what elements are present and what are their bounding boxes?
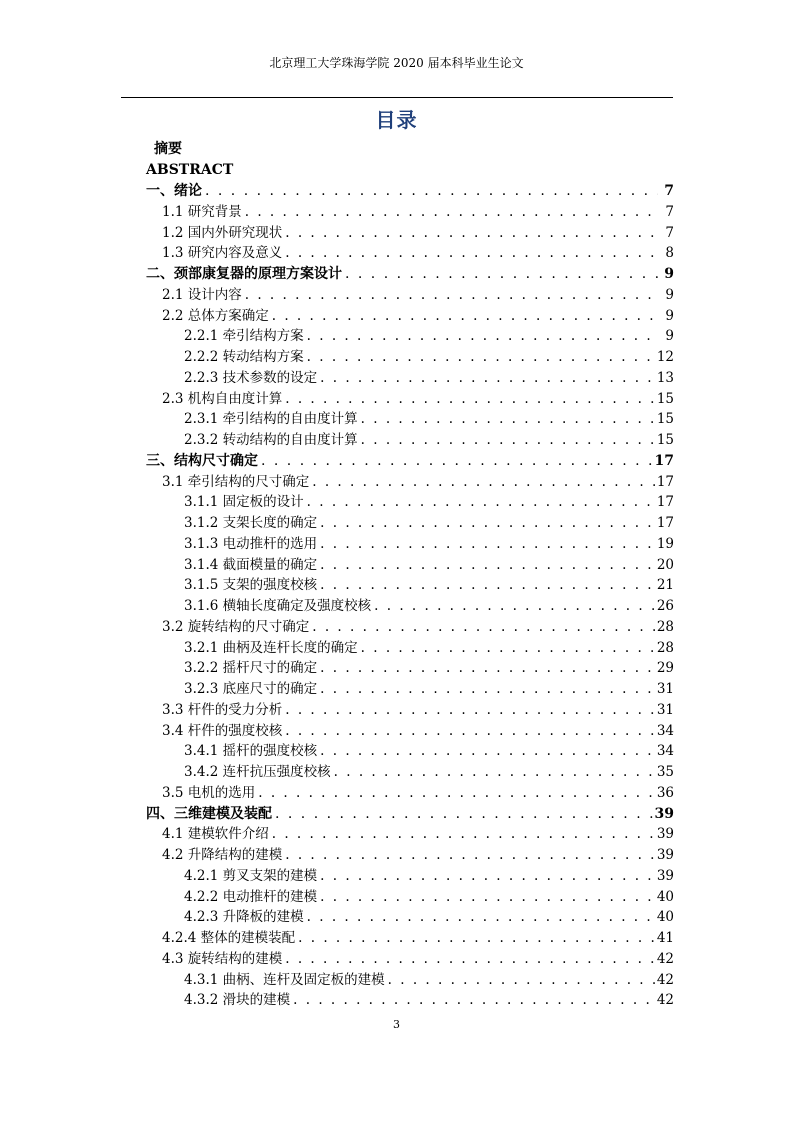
dot-leader	[242, 202, 658, 223]
toc-entry-label: 3.2.1 曲柄及连杆长度的确定	[184, 639, 358, 656]
toc-entry-label: 2.2 总体方案确定	[162, 307, 269, 324]
toc-entry-page: 42	[656, 992, 674, 1009]
toc-entry-abstract-cn[interactable]: 摘要	[154, 141, 182, 157]
dot-leader	[258, 451, 655, 472]
toc-entry-label: 2.3.1 牵引结构的自由度计算	[184, 411, 358, 428]
toc-entry-page: 15	[656, 390, 674, 407]
toc-entry[interactable]	[146, 409, 674, 430]
toc-entry-page: 34	[656, 743, 674, 760]
dot-leader	[282, 700, 657, 721]
toc-entry-page: 35	[656, 764, 674, 780]
toc-entry-label: 二、颈部康复器的原理方案设计	[146, 266, 342, 282]
toc-entry-page: 20	[656, 556, 674, 573]
toc-entry[interactable]	[146, 804, 674, 825]
dot-leader	[317, 658, 657, 679]
toc-entry-page: 40	[656, 909, 674, 926]
dot-leader	[282, 223, 658, 244]
toc-entry-label: 3.1.2 支架长度的确定	[184, 515, 318, 531]
dot-leader	[317, 534, 657, 555]
toc-entry[interactable]	[146, 513, 674, 534]
toc-entry-label: 3.4.2 连杆抗压强度校核	[184, 764, 331, 780]
toc-entry-page: 7	[664, 183, 674, 199]
dot-leader	[282, 389, 657, 410]
dot-leader	[317, 555, 657, 576]
toc-entry-page: 7	[665, 203, 674, 220]
toc-entry[interactable]	[146, 617, 674, 638]
toc-entry-page: 42	[656, 971, 674, 988]
toc-entry[interactable]	[146, 243, 674, 264]
toc-entry-page: 31	[656, 681, 674, 697]
header-rule	[121, 97, 673, 98]
toc-entry-page: 40	[656, 888, 674, 905]
dot-leader	[358, 430, 657, 451]
toc-entry[interactable]	[146, 928, 674, 949]
toc-entry[interactable]	[146, 721, 674, 742]
toc-entry-label: 四、三维建模及装配	[146, 805, 272, 822]
toc-entry[interactable]	[146, 326, 674, 347]
toc-entry[interactable]	[146, 451, 674, 472]
toc-entry[interactable]	[146, 700, 674, 721]
toc-entry-label: 3.1.6 横轴长度确定及强度校核	[184, 598, 372, 614]
toc-entry-label: 4.2.2 电动推杆的建模	[184, 888, 318, 905]
toc-entry-label: 3.1.5 支架的强度校核	[184, 577, 318, 594]
toc-entry-page: 21	[656, 577, 674, 594]
dot-leader	[317, 887, 657, 908]
dot-leader	[202, 181, 658, 202]
toc-entry-label: 3.1.4 截面模量的确定	[184, 556, 318, 573]
toc-entry-label: 1.1 研究背景	[162, 203, 242, 220]
toc-entry-label: 3.4 杆件的强度校核	[162, 722, 283, 739]
toc-entry[interactable]	[146, 949, 674, 970]
dot-leader	[304, 492, 657, 513]
toc-entry-label: 3.4.1 摇杆的强度校核	[184, 743, 318, 760]
dot-leader	[269, 306, 658, 327]
dot-leader	[255, 783, 657, 804]
toc-entry[interactable]	[146, 223, 674, 244]
toc-entry-page: 15	[656, 411, 674, 428]
toc-entry[interactable]	[146, 430, 674, 451]
toc-entry-page: 7	[665, 224, 674, 241]
toc-entry-label: 4.3 旋转结构的建模	[162, 950, 283, 967]
toc-entry[interactable]	[146, 202, 674, 223]
toc-entry-page: 39	[656, 847, 674, 863]
dot-leader	[331, 762, 657, 783]
toc-entry-label: 4.2 升降结构的建模	[162, 847, 283, 863]
toc-entry-page: 39	[654, 805, 674, 822]
dot-leader	[317, 575, 657, 596]
toc-entry-label: 4.3.2 滑块的建模	[184, 992, 291, 1009]
dot-leader	[317, 741, 657, 762]
toc-entry[interactable]	[146, 575, 674, 596]
toc-entry-page: 15	[656, 432, 674, 448]
toc-entry-label: 3.1.1 固定板的设计	[184, 494, 304, 511]
toc-entry-label: 4.2.4 整体的建模装配	[162, 930, 296, 946]
dot-leader	[371, 596, 657, 617]
toc-entry-list	[146, 181, 674, 1011]
dot-leader	[290, 990, 657, 1011]
toc-entry-label: 2.3.2 转动结构的自由度计算	[184, 432, 358, 448]
toc-entry[interactable]	[146, 866, 674, 887]
toc-entry[interactable]	[146, 658, 674, 679]
toc-entry[interactable]	[146, 783, 674, 804]
dot-leader	[282, 243, 658, 264]
toc-entry[interactable]	[146, 534, 674, 555]
toc-entry-page: 41	[656, 930, 674, 946]
toc-entry-label: 3.2.2 摇杆尺寸的确定	[184, 660, 318, 677]
running-header: 北京理工大学珠海学院 2020 届本科毕业生论文	[269, 56, 524, 70]
toc-entry-page: 36	[656, 784, 674, 801]
dot-leader	[385, 970, 657, 991]
toc-entry-label: 3.1 牵引结构的尺寸确定	[162, 473, 310, 490]
toc-entry-page: 19	[656, 535, 674, 552]
toc-entry-label: 3.3 杆件的受力分析	[162, 701, 283, 718]
dot-leader	[358, 638, 657, 659]
toc-entry-label: 2.3 机构自由度计算	[162, 390, 283, 407]
toc-entry-page: 26	[656, 598, 674, 614]
toc-entry[interactable]	[146, 741, 674, 762]
dot-leader	[358, 409, 657, 430]
toc-entry-page: 9	[665, 307, 674, 324]
dot-leader	[282, 721, 657, 742]
toc-title: 目录	[375, 108, 418, 132]
dot-leader	[295, 928, 657, 949]
toc-entry-page: 9	[665, 328, 674, 345]
toc-entry-label: 1.3 研究内容及意义	[162, 245, 283, 262]
toc-entry-label: 三、结构尺寸确定	[146, 452, 258, 469]
toc-entry[interactable]	[146, 306, 674, 327]
toc-entry-page: 17	[656, 494, 674, 511]
dot-leader	[317, 513, 657, 534]
toc-entry-label: 4.2.3 升降板的建模	[184, 909, 304, 926]
toc-entry[interactable]	[146, 679, 674, 700]
toc-entry-label: 3.2 旋转结构的尺寸确定	[162, 618, 310, 635]
toc-entry-label: 4.2.1 剪叉支架的建模	[184, 867, 318, 884]
toc-entry[interactable]	[146, 762, 674, 783]
toc-entry-label: 4.3.1 曲柄、连杆及固定板的建模	[184, 971, 385, 988]
toc-entry[interactable]	[146, 347, 674, 368]
toc-entry-page: 9	[664, 266, 674, 282]
toc-entry[interactable]	[146, 264, 674, 285]
toc-entry[interactable]	[146, 824, 674, 845]
dot-leader	[269, 824, 657, 845]
toc-entry-abstract-en[interactable]: ABSTRACT	[146, 162, 234, 178]
toc-entry-page: 17	[656, 473, 674, 490]
toc-entry[interactable]	[146, 492, 674, 513]
toc-entry-label: 2.2.1 牵引结构方案	[184, 328, 304, 345]
dot-leader	[242, 285, 658, 306]
dot-leader	[317, 368, 657, 389]
toc-entry-page: 17	[656, 515, 674, 531]
toc-entry[interactable]	[146, 638, 674, 659]
toc-entry[interactable]	[146, 472, 674, 493]
toc-entry-label: 2.2.2 转动结构方案	[184, 349, 304, 365]
page-number: 3	[393, 1018, 400, 1031]
toc-entry-page: 13	[656, 369, 674, 386]
dot-leader	[304, 347, 657, 368]
toc-entry[interactable]	[146, 368, 674, 389]
dot-leader	[309, 617, 657, 638]
toc-entry-label: 3.2.3 底座尺寸的确定	[184, 681, 318, 697]
toc-entry-page: 34	[656, 722, 674, 739]
dot-leader	[272, 804, 655, 825]
toc-entry[interactable]	[146, 907, 674, 928]
toc-entry-page: 42	[656, 950, 674, 967]
toc-entry[interactable]	[146, 845, 674, 866]
toc-entry-page: 28	[656, 639, 674, 656]
toc-entry-label: 3.5 电机的选用	[162, 784, 256, 801]
toc-entry-page: 9	[665, 286, 674, 303]
dot-leader	[317, 679, 657, 700]
toc-entry[interactable]	[146, 970, 674, 991]
dot-leader	[317, 866, 657, 887]
toc-entry-label: 2.1 设计内容	[162, 286, 242, 303]
toc-entry[interactable]	[146, 181, 674, 202]
dot-leader	[282, 845, 657, 866]
dot-leader	[304, 326, 658, 347]
toc-entry-label: 2.2.3 技术参数的设定	[184, 369, 318, 386]
toc-entry[interactable]	[146, 596, 674, 617]
toc-entry-label: 4.1 建模软件介绍	[162, 826, 269, 843]
dot-leader	[342, 264, 658, 285]
toc-entry[interactable]	[146, 285, 674, 306]
toc-entry-page: 28	[656, 618, 674, 635]
toc-entry-page: 12	[656, 349, 674, 365]
dot-leader	[304, 907, 657, 928]
toc-entry-page: 39	[656, 826, 674, 843]
toc-entry[interactable]	[146, 990, 674, 1011]
toc-entry-label: 3.1.3 电动推杆的选用	[184, 535, 318, 552]
table-of-contents	[146, 139, 674, 1011]
toc-entry[interactable]	[146, 887, 674, 908]
toc-entry-page: 17	[654, 452, 674, 469]
toc-entry[interactable]	[146, 389, 674, 410]
dot-leader	[282, 949, 657, 970]
toc-entry-page: 8	[665, 245, 674, 262]
toc-entry-page: 39	[656, 867, 674, 884]
toc-entry[interactable]	[146, 555, 674, 576]
dot-leader	[309, 472, 657, 493]
toc-entry-label: 1.2 国内外研究现状	[162, 224, 283, 241]
toc-entry-label: 一、绪论	[146, 183, 202, 199]
toc-entry-page: 31	[656, 701, 674, 718]
toc-entry-page: 29	[656, 660, 674, 677]
